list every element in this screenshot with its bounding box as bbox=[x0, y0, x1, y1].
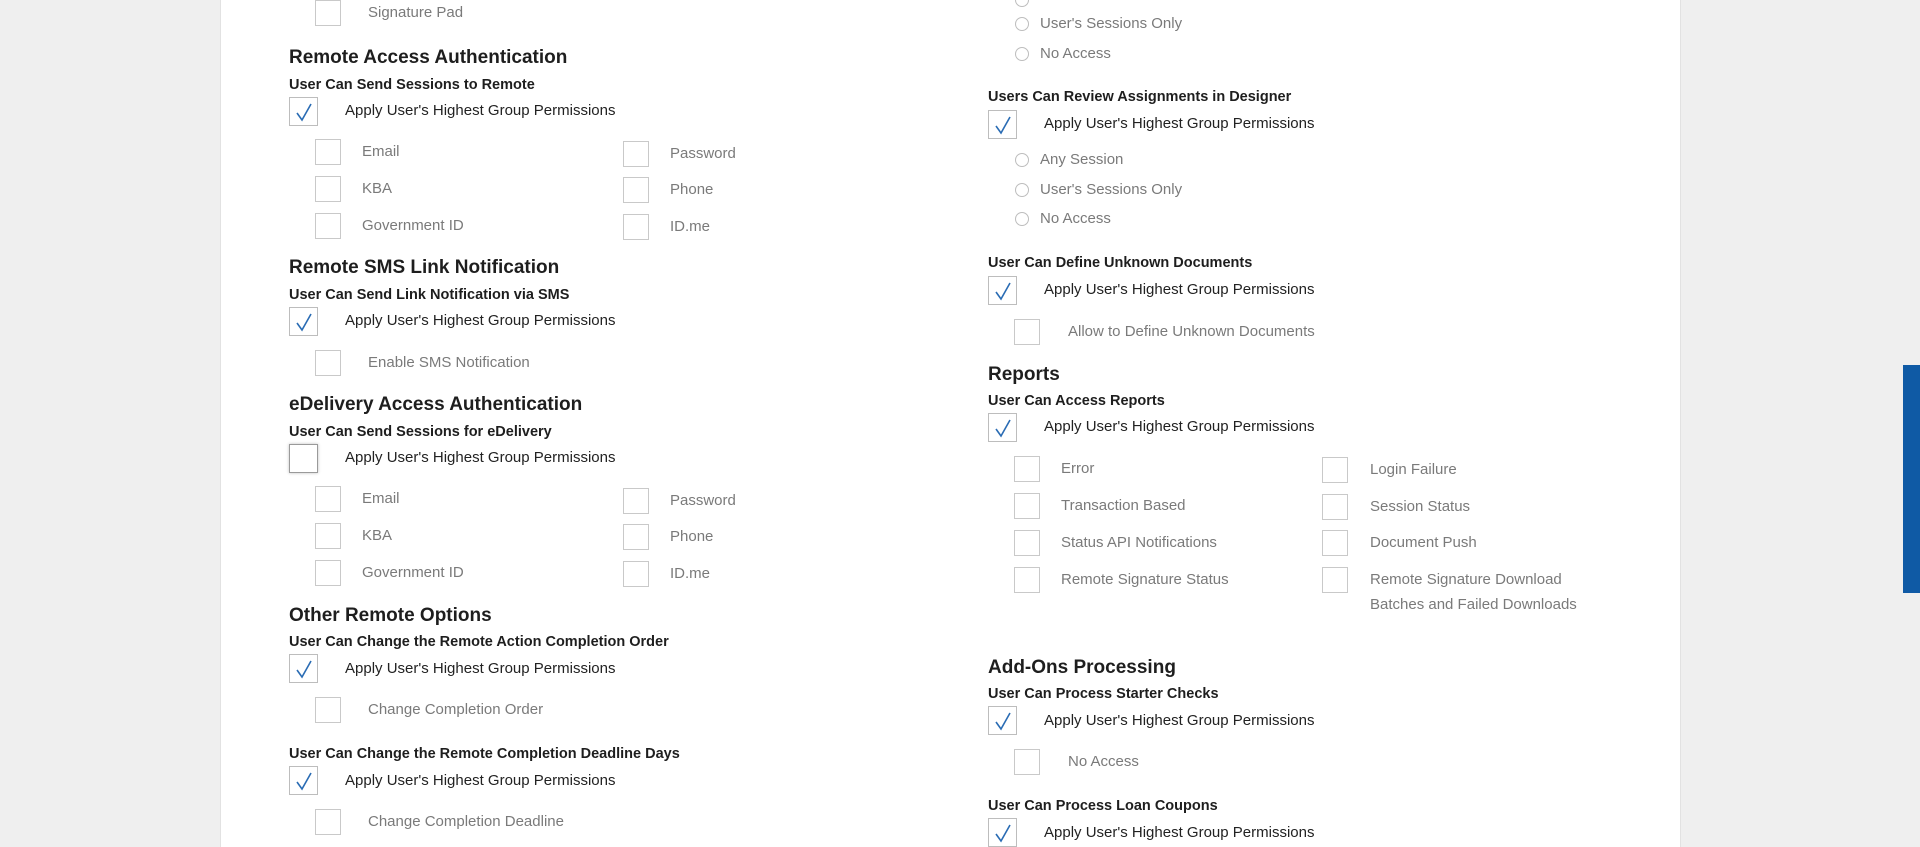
checkmark-icon bbox=[294, 101, 314, 123]
remote-email-checkbox[interactable] bbox=[315, 139, 341, 165]
edelivery-kba-checkbox[interactable] bbox=[315, 523, 341, 549]
report-error-checkbox[interactable] bbox=[1014, 456, 1040, 482]
review-any-session-radio[interactable] bbox=[1015, 153, 1029, 167]
remote-password-checkbox[interactable] bbox=[623, 141, 649, 167]
sms-apply-checkbox[interactable] bbox=[289, 307, 318, 336]
edelivery-apply-label: Apply User's Highest Group Permissions bbox=[345, 449, 616, 466]
edelivery-phone-checkbox[interactable] bbox=[623, 524, 649, 550]
completion-order-subtitle: User Can Change the Remote Action Completion Order bbox=[289, 634, 669, 650]
report-remote-signature-status-label: Remote Signature Status bbox=[1061, 571, 1229, 588]
remote-email-label: Email bbox=[362, 143, 400, 160]
sms-subtitle: User Can Send Link Notification via SMS bbox=[289, 287, 570, 303]
starter-checks-apply-checkbox[interactable] bbox=[988, 706, 1017, 735]
edelivery-apply-checkbox[interactable] bbox=[289, 444, 318, 473]
report-login-failure-label: Login Failure bbox=[1370, 461, 1457, 478]
signature-pad-label: Signature Pad bbox=[368, 4, 464, 21]
edelivery-government-id-checkbox[interactable] bbox=[315, 560, 341, 586]
loan-coupons-subtitle: User Can Process Loan Coupons bbox=[988, 798, 1218, 814]
signature-pad-checkbox[interactable] bbox=[315, 0, 341, 26]
sms-apply-label: Apply User's Highest Group Permissions bbox=[345, 312, 616, 329]
remote-password-label: Password bbox=[670, 145, 736, 162]
review-any-session-label: Any Session bbox=[1040, 151, 1124, 168]
report-status-api-label: Status API Notifications bbox=[1061, 534, 1217, 551]
report-remote-signature-download-checkbox[interactable] bbox=[1322, 567, 1348, 593]
review-users-sessions-only-radio[interactable] bbox=[1015, 183, 1029, 197]
remote-auth-subtitle: User Can Send Sessions to Remote bbox=[289, 77, 535, 93]
completion-order-apply-checkbox[interactable] bbox=[289, 654, 318, 683]
checkmark-icon bbox=[993, 710, 1013, 732]
edelivery-government-id-label: Government ID bbox=[362, 564, 464, 581]
edelivery-idme-label: ID.me bbox=[670, 565, 711, 582]
starter-checks-no-access-label: No Access bbox=[1068, 753, 1139, 770]
remote-kba-checkbox[interactable] bbox=[315, 176, 341, 202]
deadline-apply-checkbox[interactable] bbox=[289, 766, 318, 795]
report-transaction-based-label: Transaction Based bbox=[1061, 497, 1186, 514]
reports-heading: Reports bbox=[988, 364, 1060, 385]
change-completion-deadline-label: Change Completion Deadline bbox=[368, 813, 564, 830]
unknown-docs-subtitle: User Can Define Unknown Documents bbox=[988, 255, 1253, 271]
change-completion-order-label: Change Completion Order bbox=[368, 701, 544, 718]
top-users-sessions-only-radio[interactable] bbox=[1015, 17, 1029, 31]
starter-checks-subtitle: User Can Process Starter Checks bbox=[988, 686, 1219, 702]
remote-idme-label: ID.me bbox=[670, 218, 711, 235]
review-subtitle: Users Can Review Assignments in Designer bbox=[988, 89, 1292, 105]
edelivery-email-checkbox[interactable] bbox=[315, 486, 341, 512]
review-no-access-label: No Access bbox=[1040, 210, 1111, 227]
edelivery-phone-label: Phone bbox=[670, 528, 714, 545]
checkmark-icon bbox=[993, 280, 1013, 302]
review-apply-label: Apply User's Highest Group Permissions bbox=[1044, 115, 1315, 132]
reports-subtitle: User Can Access Reports bbox=[988, 393, 1165, 409]
change-completion-deadline-checkbox[interactable] bbox=[315, 809, 341, 835]
report-transaction-based-checkbox[interactable] bbox=[1014, 493, 1040, 519]
review-users-sessions-only-label: User's Sessions Only bbox=[1040, 181, 1183, 198]
scrollbar-thumb[interactable] bbox=[1903, 365, 1920, 593]
top-users-sessions-only-label: User's Sessions Only bbox=[1040, 15, 1183, 32]
deadline-apply-label: Apply User's Highest Group Permissions bbox=[345, 772, 616, 789]
checkmark-icon bbox=[993, 417, 1013, 439]
unknown-docs-apply-label: Apply User's Highest Group Permissions bbox=[1044, 281, 1315, 298]
allow-unknown-docs-checkbox[interactable] bbox=[1014, 319, 1040, 345]
remote-government-id-checkbox[interactable] bbox=[315, 213, 341, 239]
completion-order-apply-label: Apply User's Highest Group Permissions bbox=[345, 660, 616, 677]
addons-heading: Add-Ons Processing bbox=[988, 657, 1176, 678]
enable-sms-label: Enable SMS Notification bbox=[368, 354, 530, 371]
unknown-docs-apply-checkbox[interactable] bbox=[988, 276, 1017, 305]
change-completion-order-checkbox[interactable] bbox=[315, 697, 341, 723]
remote-phone-label: Phone bbox=[670, 181, 714, 198]
sms-heading: Remote SMS Link Notification bbox=[289, 257, 560, 278]
checkmark-icon bbox=[294, 658, 314, 680]
edelivery-idme-checkbox[interactable] bbox=[623, 561, 649, 587]
starter-checks-apply-label: Apply User's Highest Group Permissions bbox=[1044, 712, 1315, 729]
checkmark-icon bbox=[294, 770, 314, 792]
top-no-access-label: No Access bbox=[1040, 45, 1111, 62]
review-apply-checkbox[interactable] bbox=[988, 110, 1017, 139]
reports-apply-label: Apply User's Highest Group Permissions bbox=[1044, 418, 1315, 435]
report-login-failure-checkbox[interactable] bbox=[1322, 457, 1348, 483]
remote-auth-apply-label: Apply User's Highest Group Permissions bbox=[345, 102, 616, 119]
allow-unknown-docs-label: Allow to Define Unknown Documents bbox=[1068, 323, 1315, 340]
reports-apply-checkbox[interactable] bbox=[988, 413, 1017, 442]
report-remote-signature-download-label: Remote Signature Download Batches and Failed Downloads bbox=[1370, 571, 1577, 613]
edelivery-password-checkbox[interactable] bbox=[623, 488, 649, 514]
report-error-label: Error bbox=[1061, 460, 1095, 477]
deadline-subtitle: User Can Change the Remote Completion Deadline Days bbox=[289, 746, 680, 762]
checkmark-icon bbox=[294, 311, 314, 333]
loan-coupons-apply-checkbox[interactable] bbox=[988, 818, 1017, 847]
edelivery-email-label: Email bbox=[362, 490, 400, 507]
remote-phone-checkbox[interactable] bbox=[623, 177, 649, 203]
report-document-push-checkbox[interactable] bbox=[1322, 530, 1348, 556]
starter-checks-no-access-checkbox[interactable] bbox=[1014, 749, 1040, 775]
edelivery-heading: eDelivery Access Authentication bbox=[289, 394, 583, 415]
enable-sms-checkbox[interactable] bbox=[315, 350, 341, 376]
checkmark-icon bbox=[993, 822, 1013, 844]
remote-auth-heading: Remote Access Authentication bbox=[289, 47, 568, 68]
other-remote-heading: Other Remote Options bbox=[289, 605, 492, 626]
remote-government-id-label: Government ID bbox=[362, 217, 464, 234]
report-session-status-checkbox[interactable] bbox=[1322, 494, 1348, 520]
edelivery-kba-label: KBA bbox=[362, 527, 393, 544]
checkmark-icon bbox=[993, 114, 1013, 136]
edelivery-password-label: Password bbox=[670, 492, 736, 509]
top-no-access-radio[interactable] bbox=[1015, 47, 1029, 61]
report-session-status-label: Session Status bbox=[1370, 498, 1471, 515]
report-document-push-label: Document Push bbox=[1370, 534, 1477, 551]
report-remote-signature-status-checkbox[interactable] bbox=[1014, 567, 1040, 593]
remote-auth-apply-checkbox[interactable] bbox=[289, 97, 318, 126]
edelivery-subtitle: User Can Send Sessions for eDelivery bbox=[289, 424, 552, 440]
review-no-access-radio[interactable] bbox=[1015, 212, 1029, 226]
remote-kba-label: KBA bbox=[362, 180, 393, 197]
remote-idme-checkbox[interactable] bbox=[623, 214, 649, 240]
loan-coupons-apply-label: Apply User's Highest Group Permissions bbox=[1044, 824, 1315, 841]
report-status-api-checkbox[interactable] bbox=[1014, 530, 1040, 556]
